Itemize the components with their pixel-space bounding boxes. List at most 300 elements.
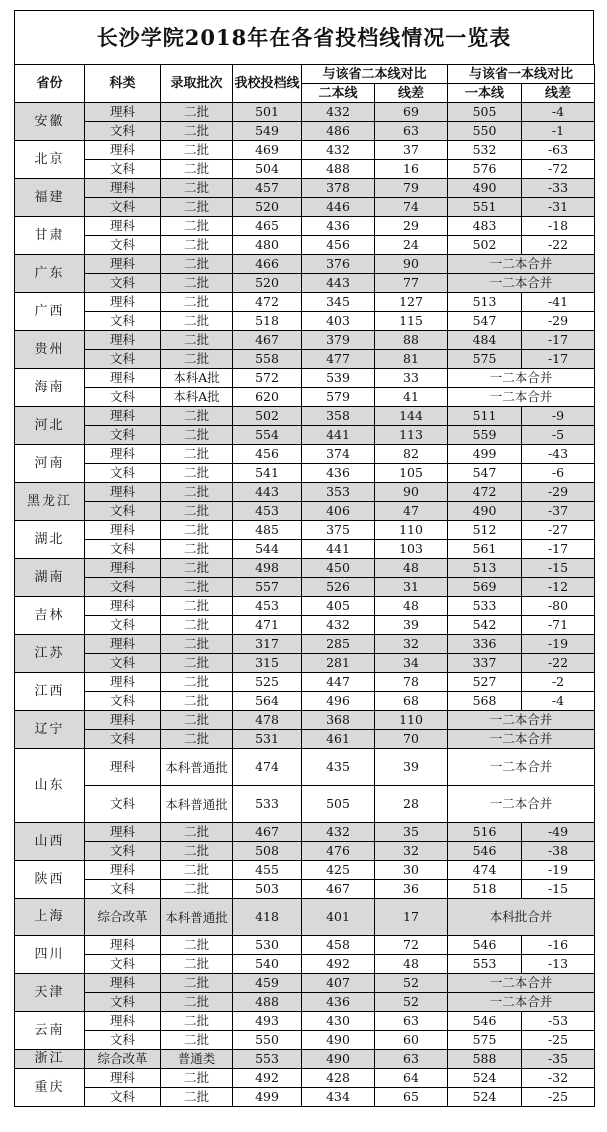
batch-cell: 二批 <box>161 730 233 749</box>
score-cell: 620 <box>233 388 302 407</box>
subject-cell: 文科 <box>85 160 161 179</box>
diff-second-cell: 113 <box>375 426 448 445</box>
first-line-cell: 547 <box>448 464 522 483</box>
table-row <box>15 502 595 521</box>
subject-cell: 文科 <box>85 540 161 559</box>
score-cell: 499 <box>233 1088 302 1107</box>
table-row <box>15 823 595 842</box>
diff-second-cell: 37 <box>375 141 448 160</box>
subject-cell: 理科 <box>85 711 161 730</box>
diff-first-cell: -22 <box>522 236 595 255</box>
diff-second-cell: 144 <box>375 407 448 426</box>
table-row <box>15 464 595 483</box>
table-row <box>15 1012 595 1031</box>
table-header <box>15 65 595 103</box>
second-line-cell: 477 <box>302 350 375 369</box>
second-line-cell: 505 <box>302 786 375 823</box>
second-line-cell: 436 <box>302 217 375 236</box>
second-line-cell: 432 <box>302 616 375 635</box>
diff-first-cell: -35 <box>522 1050 595 1069</box>
province-cell: 四川 <box>15 936 85 974</box>
first-line-cell: 588 <box>448 1050 522 1069</box>
batch-cell: 二批 <box>161 880 233 899</box>
first-line-cell: 513 <box>448 559 522 578</box>
diff-second-cell: 17 <box>375 899 448 936</box>
subject-cell: 文科 <box>85 1031 161 1050</box>
score-cell: 467 <box>233 823 302 842</box>
table-row <box>15 673 595 692</box>
second-line-cell: 432 <box>302 103 375 122</box>
second-line-cell: 467 <box>302 880 375 899</box>
diff-second-cell: 82 <box>375 445 448 464</box>
table-row <box>15 899 595 936</box>
diff-second-cell: 52 <box>375 993 448 1012</box>
score-cell: 493 <box>233 1012 302 1031</box>
second-line-cell: 458 <box>302 936 375 955</box>
subject-cell: 理科 <box>85 823 161 842</box>
batch-cell: 二批 <box>161 179 233 198</box>
subject-cell: 文科 <box>85 786 161 823</box>
score-cell: 485 <box>233 521 302 540</box>
score-cell: 557 <box>233 578 302 597</box>
subject-cell: 文科 <box>85 236 161 255</box>
table-row <box>15 445 595 464</box>
score-cell: 474 <box>233 749 302 786</box>
diff-first-cell: -17 <box>522 540 595 559</box>
first-line-cell: 527 <box>448 673 522 692</box>
diff-first-cell: -19 <box>522 635 595 654</box>
batch-cell: 二批 <box>161 502 233 521</box>
second-line-cell: 476 <box>302 842 375 861</box>
province-cell: 天津 <box>15 974 85 1012</box>
subject-cell: 文科 <box>85 464 161 483</box>
province-cell: 广西 <box>15 293 85 331</box>
diff-second-cell: 69 <box>375 103 448 122</box>
score-cell: 549 <box>233 122 302 141</box>
batch-cell: 二批 <box>161 861 233 880</box>
header-vs-first: 与该省一本线对比 <box>448 65 595 84</box>
header-diff-second: 线差 <box>375 84 448 103</box>
diff-second-cell: 74 <box>375 198 448 217</box>
batch-cell: 本科普通批 <box>161 749 233 786</box>
batch-cell: 二批 <box>161 616 233 635</box>
score-cell: 453 <box>233 597 302 616</box>
table-row <box>15 1050 595 1069</box>
province-cell: 北京 <box>15 141 85 179</box>
table-row <box>15 749 595 786</box>
second-line-cell: 430 <box>302 1012 375 1031</box>
table-row <box>15 974 595 993</box>
score-cell: 501 <box>233 103 302 122</box>
subject-cell: 理科 <box>85 255 161 274</box>
table-row <box>15 483 595 502</box>
score-cell: 457 <box>233 179 302 198</box>
province-cell: 河南 <box>15 445 85 483</box>
province-cell: 吉林 <box>15 597 85 635</box>
second-line-cell: 450 <box>302 559 375 578</box>
score-cell: 456 <box>233 445 302 464</box>
second-line-cell: 488 <box>302 160 375 179</box>
first-line-cell: 336 <box>448 635 522 654</box>
score-cell: 508 <box>233 842 302 861</box>
subject-cell: 文科 <box>85 842 161 861</box>
batch-cell: 二批 <box>161 350 233 369</box>
merged-note-cell: 一二本合并 <box>448 274 595 293</box>
diff-first-cell: -5 <box>522 426 595 445</box>
first-line-cell: 542 <box>448 616 522 635</box>
batch-cell: 二批 <box>161 141 233 160</box>
subject-cell: 文科 <box>85 274 161 293</box>
first-line-cell: 546 <box>448 1012 522 1031</box>
subject-cell: 文科 <box>85 880 161 899</box>
table-row <box>15 236 595 255</box>
diff-first-cell: -41 <box>522 293 595 312</box>
subject-cell: 理科 <box>85 749 161 786</box>
diff-first-cell: -29 <box>522 483 595 502</box>
diff-second-cell: 24 <box>375 236 448 255</box>
subject-cell: 文科 <box>85 122 161 141</box>
score-cell: 518 <box>233 312 302 331</box>
table-row <box>15 312 595 331</box>
diff-second-cell: 88 <box>375 331 448 350</box>
diff-second-cell: 110 <box>375 521 448 540</box>
diff-second-cell: 31 <box>375 578 448 597</box>
diff-first-cell: -27 <box>522 521 595 540</box>
score-cell: 466 <box>233 255 302 274</box>
province-cell: 甘肃 <box>15 217 85 255</box>
batch-cell: 二批 <box>161 1069 233 1088</box>
diff-first-cell: -12 <box>522 578 595 597</box>
diff-first-cell: -9 <box>522 407 595 426</box>
second-line-cell: 379 <box>302 331 375 350</box>
table-row <box>15 293 595 312</box>
batch-cell: 二批 <box>161 936 233 955</box>
batch-cell: 二批 <box>161 198 233 217</box>
merged-note-cell: 一二本合并 <box>448 711 595 730</box>
batch-cell: 二批 <box>161 293 233 312</box>
batch-cell: 二批 <box>161 1012 233 1031</box>
batch-cell: 二批 <box>161 217 233 236</box>
province-cell: 湖南 <box>15 559 85 597</box>
first-line-cell: 524 <box>448 1069 522 1088</box>
second-line-cell: 432 <box>302 141 375 160</box>
batch-cell: 二批 <box>161 407 233 426</box>
batch-cell: 二批 <box>161 312 233 331</box>
first-line-cell: 576 <box>448 160 522 179</box>
diff-second-cell: 48 <box>375 597 448 616</box>
diff-first-cell: -19 <box>522 861 595 880</box>
batch-cell: 二批 <box>161 823 233 842</box>
second-line-cell: 447 <box>302 673 375 692</box>
province-cell: 山东 <box>15 749 85 823</box>
diff-second-cell: 77 <box>375 274 448 293</box>
subject-cell: 理科 <box>85 635 161 654</box>
subject-cell: 文科 <box>85 578 161 597</box>
second-line-cell: 486 <box>302 122 375 141</box>
subject-cell: 理科 <box>85 861 161 880</box>
second-line-cell: 428 <box>302 1069 375 1088</box>
diff-first-cell: -15 <box>522 559 595 578</box>
batch-cell: 二批 <box>161 445 233 464</box>
score-cell: 480 <box>233 236 302 255</box>
diff-second-cell: 68 <box>375 692 448 711</box>
score-cell: 492 <box>233 1069 302 1088</box>
merged-note-cell: 一二本合并 <box>448 749 595 786</box>
first-line-cell: 505 <box>448 103 522 122</box>
diff-second-cell: 81 <box>375 350 448 369</box>
second-line-cell: 345 <box>302 293 375 312</box>
second-line-cell: 403 <box>302 312 375 331</box>
first-line-cell: 513 <box>448 293 522 312</box>
table-body <box>15 103 595 1107</box>
second-line-cell: 405 <box>302 597 375 616</box>
batch-cell: 二批 <box>161 974 233 993</box>
province-cell: 山西 <box>15 823 85 861</box>
diff-second-cell: 110 <box>375 711 448 730</box>
first-line-cell: 499 <box>448 445 522 464</box>
diff-second-cell: 64 <box>375 1069 448 1088</box>
first-line-cell: 569 <box>448 578 522 597</box>
merged-note-cell: 一二本合并 <box>448 369 595 388</box>
second-line-cell: 406 <box>302 502 375 521</box>
score-cell: 544 <box>233 540 302 559</box>
diff-second-cell: 28 <box>375 786 448 823</box>
diff-first-cell: -17 <box>522 331 595 350</box>
score-cell: 520 <box>233 198 302 217</box>
batch-cell: 本科普通批 <box>161 899 233 936</box>
subject-cell: 理科 <box>85 559 161 578</box>
province-cell: 重庆 <box>15 1069 85 1107</box>
batch-cell: 二批 <box>161 692 233 711</box>
subject-cell: 文科 <box>85 388 161 407</box>
second-line-cell: 285 <box>302 635 375 654</box>
first-line-cell: 524 <box>448 1088 522 1107</box>
second-line-cell: 425 <box>302 861 375 880</box>
second-line-cell: 526 <box>302 578 375 597</box>
table-row <box>15 861 595 880</box>
second-line-cell: 461 <box>302 730 375 749</box>
batch-cell: 二批 <box>161 673 233 692</box>
score-cell: 453 <box>233 502 302 521</box>
diff-first-cell: -33 <box>522 179 595 198</box>
diff-second-cell: 39 <box>375 749 448 786</box>
first-line-cell: 490 <box>448 502 522 521</box>
batch-cell: 二批 <box>161 464 233 483</box>
subject-cell: 文科 <box>85 616 161 635</box>
header-second-line: 二本线 <box>302 84 375 103</box>
diff-second-cell: 36 <box>375 880 448 899</box>
province-cell: 福建 <box>15 179 85 217</box>
province-cell: 江苏 <box>15 635 85 673</box>
table-row <box>15 350 595 369</box>
second-line-cell: 376 <box>302 255 375 274</box>
score-cell: 541 <box>233 464 302 483</box>
diff-second-cell: 39 <box>375 616 448 635</box>
second-line-cell: 490 <box>302 1050 375 1069</box>
second-line-cell: 446 <box>302 198 375 217</box>
table-row <box>15 654 595 673</box>
batch-cell: 二批 <box>161 274 233 293</box>
subject-cell: 理科 <box>85 407 161 426</box>
province-cell: 江西 <box>15 673 85 711</box>
province-cell: 上海 <box>15 899 85 936</box>
second-line-cell: 368 <box>302 711 375 730</box>
first-line-cell: 559 <box>448 426 522 445</box>
province-cell: 黑龙江 <box>15 483 85 521</box>
subject-cell: 理科 <box>85 369 161 388</box>
score-cell: 488 <box>233 993 302 1012</box>
second-line-cell: 456 <box>302 236 375 255</box>
batch-cell: 二批 <box>161 1088 233 1107</box>
header-vs-second: 与该省二本线对比 <box>302 65 448 84</box>
table-row <box>15 730 595 749</box>
subject-cell: 理科 <box>85 974 161 993</box>
merged-note-cell: 一二本合并 <box>448 388 595 407</box>
batch-cell: 本科A批 <box>161 369 233 388</box>
province-cell: 广东 <box>15 255 85 293</box>
diff-first-cell: -13 <box>522 955 595 974</box>
score-cell: 572 <box>233 369 302 388</box>
subject-cell: 文科 <box>85 350 161 369</box>
diff-first-cell: -17 <box>522 350 595 369</box>
province-cell: 陕西 <box>15 861 85 899</box>
table-row <box>15 955 595 974</box>
table-row <box>15 1069 595 1088</box>
header-subject: 科类 <box>85 65 161 103</box>
first-line-cell: 484 <box>448 331 522 350</box>
score-cell: 443 <box>233 483 302 502</box>
score-cell: 498 <box>233 559 302 578</box>
diff-second-cell: 115 <box>375 312 448 331</box>
diff-second-cell: 103 <box>375 540 448 559</box>
table-row <box>15 331 595 350</box>
second-line-cell: 375 <box>302 521 375 540</box>
subject-cell: 文科 <box>85 955 161 974</box>
page-title: 长沙学院2018年在各省投档线情况一览表 <box>14 10 594 64</box>
diff-second-cell: 29 <box>375 217 448 236</box>
subject-cell: 文科 <box>85 198 161 217</box>
diff-first-cell: -4 <box>522 103 595 122</box>
score-cell: 469 <box>233 141 302 160</box>
diff-first-cell: -25 <box>522 1088 595 1107</box>
diff-first-cell: -2 <box>522 673 595 692</box>
diff-second-cell: 41 <box>375 388 448 407</box>
diff-first-cell: -16 <box>522 936 595 955</box>
batch-cell: 二批 <box>161 955 233 974</box>
score-cell: 564 <box>233 692 302 711</box>
table-row <box>15 540 595 559</box>
batch-cell: 二批 <box>161 331 233 350</box>
diff-second-cell: 30 <box>375 861 448 880</box>
first-line-cell: 511 <box>448 407 522 426</box>
province-cell: 浙江 <box>15 1050 85 1069</box>
diff-second-cell: 90 <box>375 255 448 274</box>
second-line-cell: 441 <box>302 540 375 559</box>
score-cell: 525 <box>233 673 302 692</box>
diff-first-cell: -31 <box>522 198 595 217</box>
score-cell: 533 <box>233 786 302 823</box>
batch-cell: 二批 <box>161 578 233 597</box>
first-line-cell: 337 <box>448 654 522 673</box>
diff-second-cell: 72 <box>375 936 448 955</box>
diff-second-cell: 63 <box>375 1050 448 1069</box>
diff-second-cell: 33 <box>375 369 448 388</box>
province-cell: 贵州 <box>15 331 85 369</box>
subject-cell: 文科 <box>85 312 161 331</box>
table-row <box>15 1031 595 1050</box>
batch-cell: 二批 <box>161 160 233 179</box>
first-line-cell: 502 <box>448 236 522 255</box>
diff-second-cell: 63 <box>375 1012 448 1031</box>
table-row <box>15 255 595 274</box>
diff-second-cell: 32 <box>375 635 448 654</box>
diff-second-cell: 16 <box>375 160 448 179</box>
province-cell: 云南 <box>15 1012 85 1050</box>
batch-cell: 二批 <box>161 103 233 122</box>
table-row <box>15 711 595 730</box>
diff-first-cell: -80 <box>522 597 595 616</box>
diff-second-cell: 63 <box>375 122 448 141</box>
second-line-cell: 407 <box>302 974 375 993</box>
header-province: 省份 <box>15 65 85 103</box>
header-score: 我校投档线 <box>233 65 302 103</box>
merged-note-cell: 一二本合并 <box>448 993 595 1012</box>
table-row <box>15 179 595 198</box>
second-line-cell: 432 <box>302 823 375 842</box>
subject-cell: 文科 <box>85 654 161 673</box>
diff-second-cell: 90 <box>375 483 448 502</box>
merged-note-cell: 一二本合并 <box>448 255 595 274</box>
province-cell: 湖北 <box>15 521 85 559</box>
second-line-cell: 435 <box>302 749 375 786</box>
score-cell: 503 <box>233 880 302 899</box>
score-cell: 531 <box>233 730 302 749</box>
score-cell: 504 <box>233 160 302 179</box>
subject-cell: 理科 <box>85 597 161 616</box>
table-row <box>15 217 595 236</box>
batch-cell: 二批 <box>161 993 233 1012</box>
batch-cell: 普通类 <box>161 1050 233 1069</box>
diff-second-cell: 52 <box>375 974 448 993</box>
batch-cell: 二批 <box>161 842 233 861</box>
diff-first-cell: -43 <box>522 445 595 464</box>
first-line-cell: 490 <box>448 179 522 198</box>
second-line-cell: 492 <box>302 955 375 974</box>
subject-cell: 理科 <box>85 331 161 350</box>
table-row <box>15 786 595 823</box>
diff-second-cell: 65 <box>375 1088 448 1107</box>
diff-first-cell: -18 <box>522 217 595 236</box>
table-row <box>15 103 595 122</box>
score-cell: 467 <box>233 331 302 350</box>
subject-cell: 理科 <box>85 103 161 122</box>
subject-cell: 文科 <box>85 993 161 1012</box>
score-cell: 540 <box>233 955 302 974</box>
second-line-cell: 539 <box>302 369 375 388</box>
province-cell: 河北 <box>15 407 85 445</box>
second-line-cell: 434 <box>302 1088 375 1107</box>
diff-first-cell: -29 <box>522 312 595 331</box>
table-row <box>15 692 595 711</box>
second-line-cell: 496 <box>302 692 375 711</box>
diff-second-cell: 34 <box>375 654 448 673</box>
diff-second-cell: 127 <box>375 293 448 312</box>
province-cell: 辽宁 <box>15 711 85 749</box>
batch-cell: 二批 <box>161 654 233 673</box>
first-line-cell: 575 <box>448 350 522 369</box>
score-table <box>14 64 595 1107</box>
table-row <box>15 388 595 407</box>
